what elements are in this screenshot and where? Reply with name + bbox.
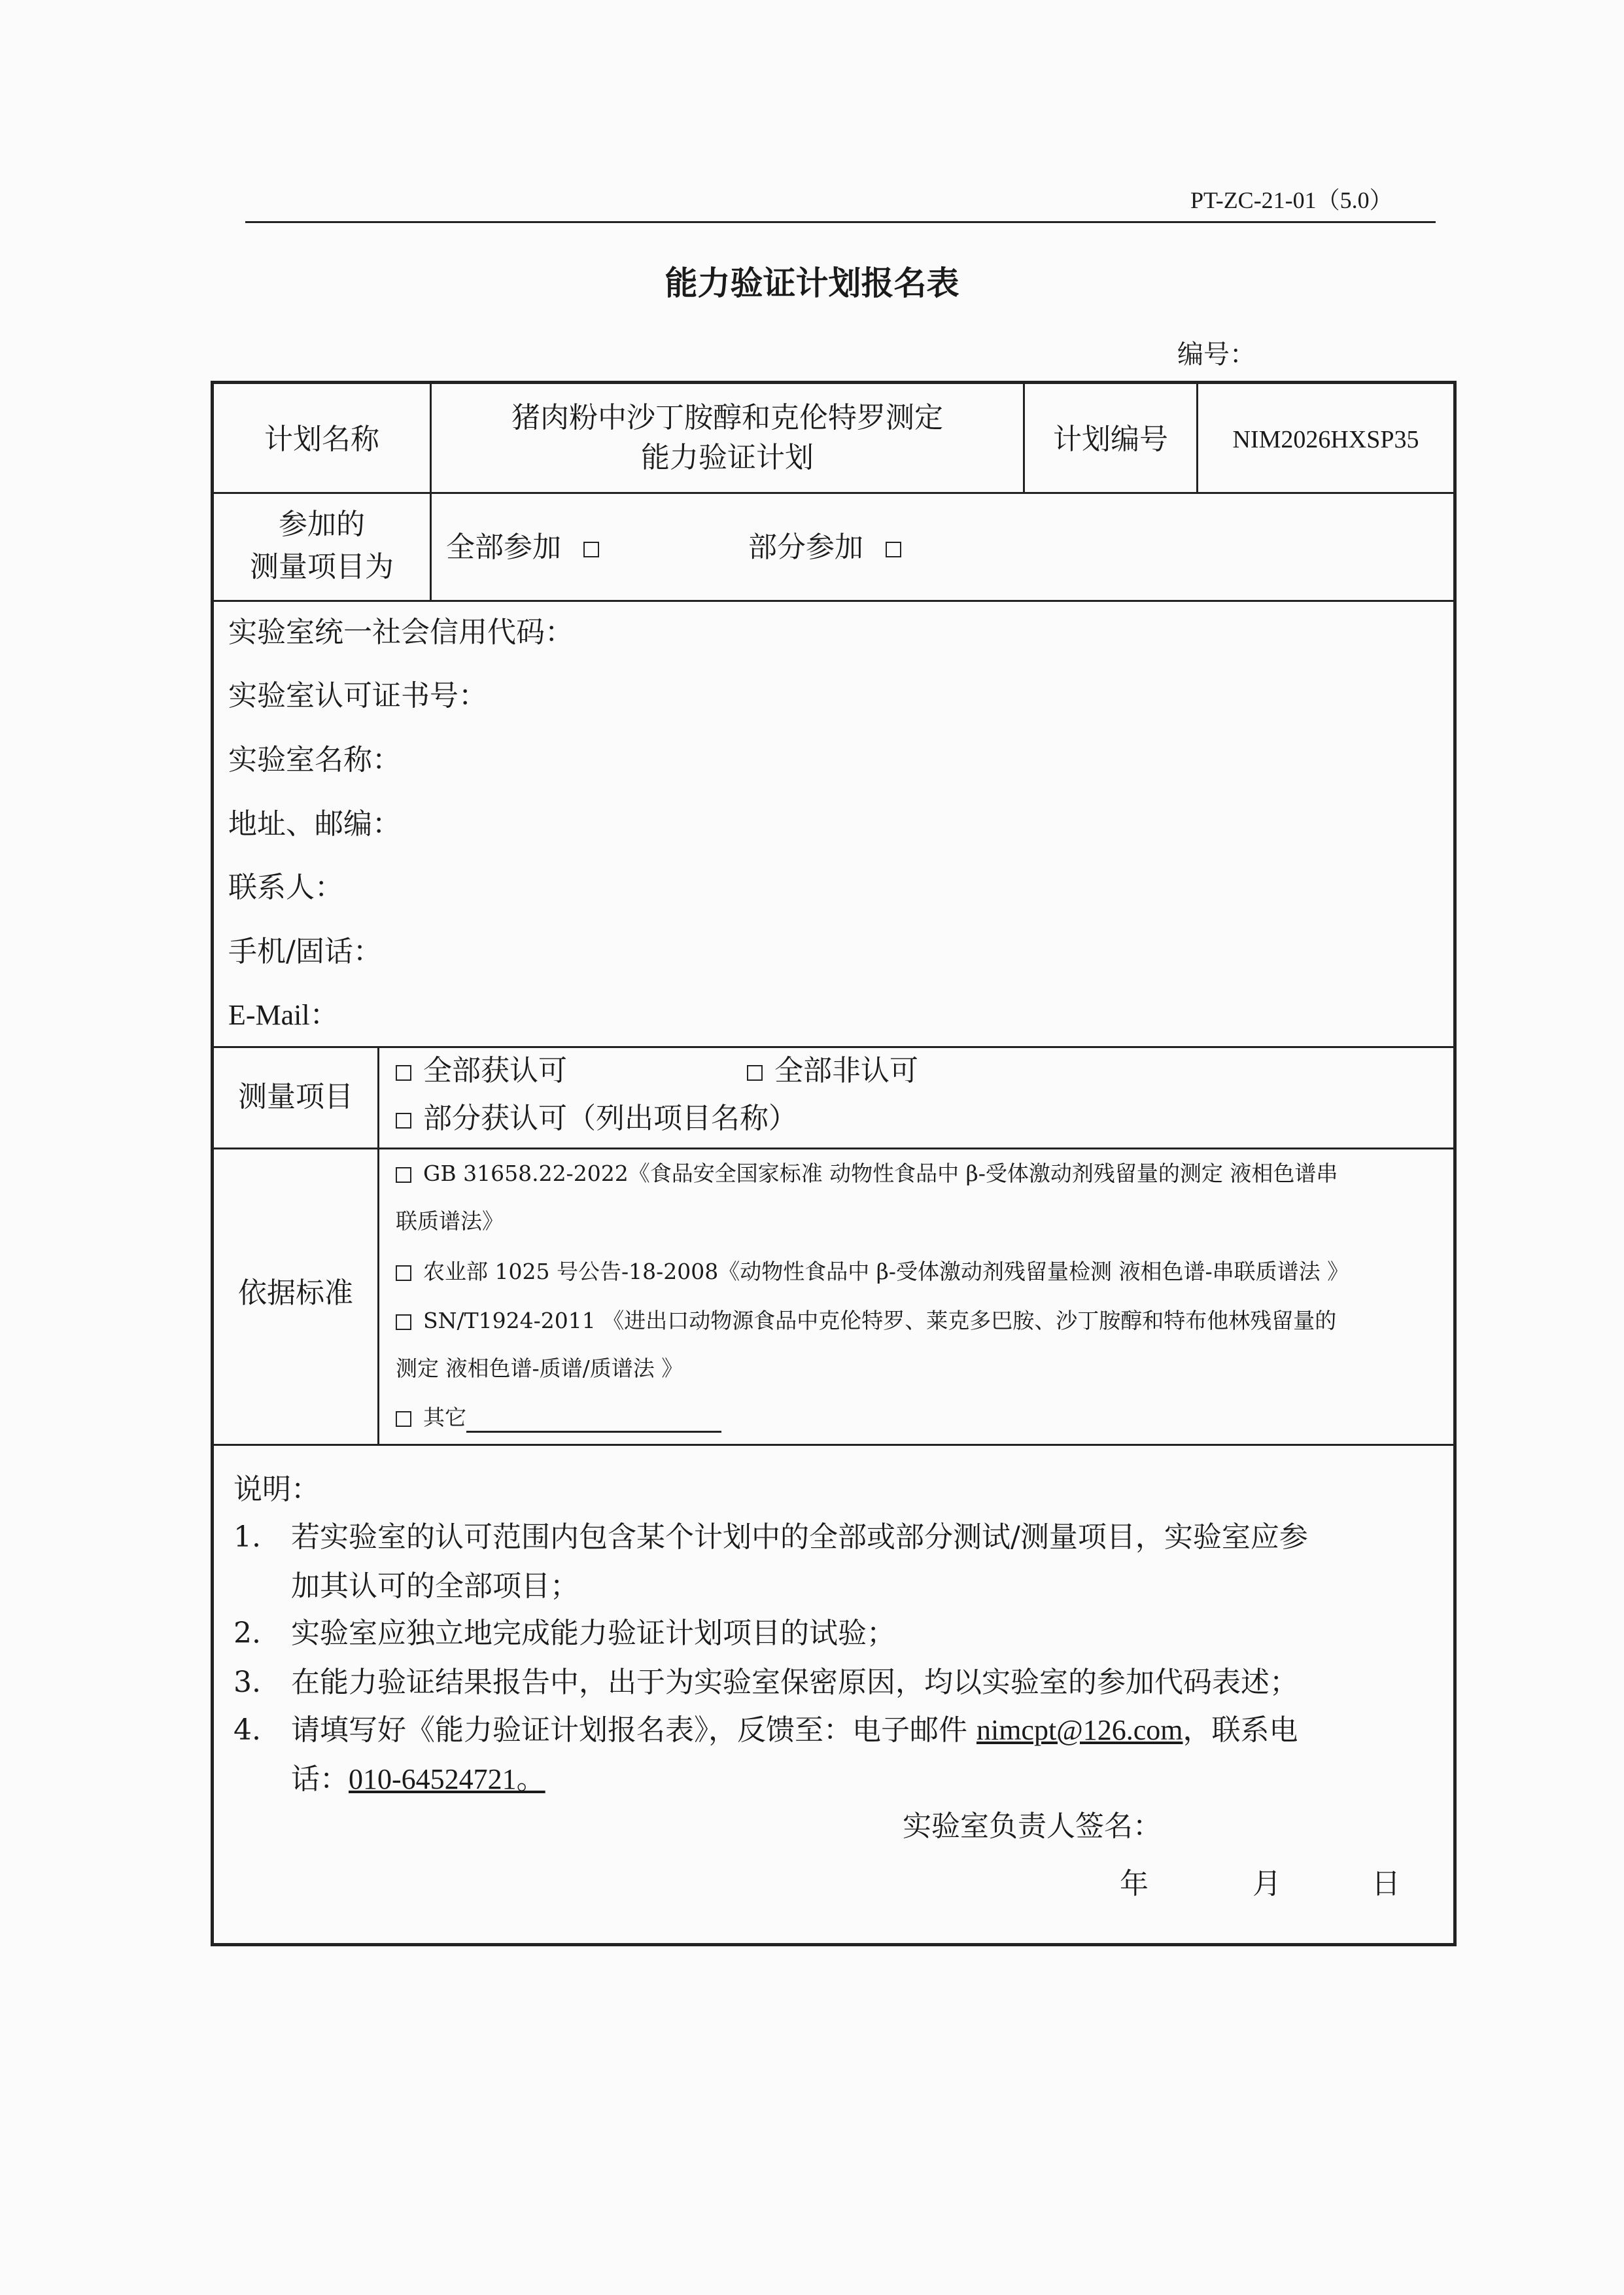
participate-all-checkbox[interactable] <box>583 542 599 557</box>
col-divider <box>377 1046 379 1444</box>
contact-email-link[interactable]: nimcpt@126.com <box>976 1714 1183 1746</box>
header-rule <box>245 221 1436 223</box>
signature-label: 实验室负责人签名： <box>903 1810 1162 1843</box>
note-number: 1. <box>233 1520 261 1554</box>
standards-label: 依据标准 <box>238 1276 353 1310</box>
all-non-accredited-checkbox[interactable] <box>747 1065 763 1081</box>
credit-code-field[interactable]: 实验室统一社会信用代码： <box>228 616 574 649</box>
notes-heading: 说明： <box>233 1473 320 1506</box>
plan-name-label: 计划名称 <box>264 423 379 456</box>
participation-label-line2: 测量项目为 <box>250 550 394 584</box>
participate-partial-label: 部分参加 <box>748 531 863 564</box>
all-non-accredited-label: 全部非认可 <box>774 1054 918 1087</box>
standard-gb31658-text: GB 31658.22-2022《食品安全国家标准 动物性食品中 β-受体激动剂残留量的测定 液相色谱串 <box>423 1161 1338 1186</box>
standard-moa1025-checkbox[interactable] <box>396 1265 411 1281</box>
note-text: 若实验室的认可范围内包含某个计划中的全部或部分测试/测量项目，实验室应参 <box>291 1520 1308 1554</box>
lab-name-field[interactable]: 实验室名称： <box>228 743 401 777</box>
standard-gb31658-cont: 联质谱法》 <box>396 1208 504 1234</box>
serial-number-label: 编号： <box>1177 340 1256 370</box>
note-text <box>291 1711 1298 1749</box>
note-text-segment: ，联系电 <box>1183 1713 1298 1747</box>
note-number: 4. <box>233 1713 261 1747</box>
standard-snt1924[interactable] <box>396 1306 1336 1336</box>
phone-field[interactable]: 手机/固话： <box>228 935 382 968</box>
all-accredited-label: 全部获认可 <box>423 1054 567 1087</box>
standard-gb31658-checkbox[interactable] <box>396 1167 411 1183</box>
partial-accredited-checkbox[interactable] <box>396 1113 411 1129</box>
registration-form-table <box>211 381 1457 1946</box>
email-field[interactable]: E-Mail： <box>228 999 339 1031</box>
participate-all-label: 全部参加 <box>446 531 561 564</box>
measurement-label: 测量项目 <box>238 1080 353 1113</box>
row-divider <box>214 1148 1453 1149</box>
contact-person-field[interactable]: 联系人： <box>228 871 343 904</box>
form-title: 能力验证计划报名表 <box>665 264 959 302</box>
date-year-label: 年 <box>1120 1867 1149 1901</box>
row-divider <box>214 1046 1453 1048</box>
participation-label-line1: 参加的 <box>279 508 365 541</box>
note-number: 3. <box>233 1666 261 1699</box>
note-number: 2. <box>233 1617 261 1650</box>
all-accredited-checkbox[interactable] <box>396 1065 411 1081</box>
row-divider <box>214 600 1453 602</box>
row-divider <box>214 492 1453 494</box>
standard-snt1924-cont: 测定 液相色谱-质谱/质谱法 》 <box>396 1356 683 1381</box>
note-text-segment: 话： <box>291 1762 349 1796</box>
standard-moa1025[interactable] <box>396 1257 1349 1287</box>
note-text <box>291 1760 545 1798</box>
address-postcode-field[interactable]: 地址、邮编： <box>228 807 401 841</box>
plan-name-line2: 能力验证计划 <box>641 441 814 474</box>
accreditation-number-field[interactable]: 实验室认可证书号： <box>228 679 487 712</box>
note-text: 实验室应独立地完成能力验证计划项目的试验； <box>291 1617 895 1650</box>
standard-gb31658[interactable] <box>396 1159 1338 1189</box>
standard-snt1924-checkbox[interactable] <box>396 1314 411 1330</box>
date-day-label: 日 <box>1372 1867 1400 1901</box>
note-text: 加其认可的全部项目； <box>291 1569 579 1603</box>
partial-accredited-option[interactable] <box>396 1099 797 1138</box>
contact-phone-link[interactable]: 010-64524721。 <box>349 1763 545 1795</box>
date-month-label: 月 <box>1253 1867 1281 1901</box>
standard-other[interactable] <box>396 1403 721 1433</box>
plan-code-value: NIM2026HXSP35 <box>1232 426 1419 453</box>
partial-accredited-label: 部分获认可（列出项目名称） <box>423 1102 797 1135</box>
all-accredited-option[interactable] <box>396 1051 567 1090</box>
note-text-segment: 请填写好《能力验证计划报名表》，反馈至：电子邮件 <box>291 1713 976 1747</box>
note-text: 在能力验证结果报告中，出于为实验室保密原因，均以实验室的参加代码表述； <box>291 1666 1298 1699</box>
plan-name-line1: 猪肉粉中沙丁胺醇和克伦特罗测定 <box>511 401 943 434</box>
all-non-accredited-option[interactable] <box>747 1051 918 1090</box>
document-code: PT-ZC-21-01（5.0） <box>1190 187 1393 213</box>
standard-moa1025-text: 农业部 1025 号公告-18-2008《动物性食品中 β-受体激动剂残留量检测 液相色谱-串联质谱法 》 <box>423 1259 1349 1284</box>
plan-code-label: 计划编号 <box>1053 423 1168 456</box>
participate-all-option[interactable] <box>446 528 599 567</box>
standard-other-checkbox[interactable] <box>396 1411 411 1427</box>
row-divider <box>214 1444 1453 1446</box>
standard-other-blank[interactable] <box>466 1409 721 1433</box>
participate-partial-checkbox[interactable] <box>886 542 901 557</box>
standard-snt1924-text: SN/T1924-2011 《进出口动物源食品中克伦特罗、莱克多巴胺、沙丁胺醇和特布他林残留量的 <box>423 1308 1337 1333</box>
standard-other-label: 其它 <box>423 1405 466 1430</box>
participate-partial-option[interactable] <box>748 528 901 567</box>
